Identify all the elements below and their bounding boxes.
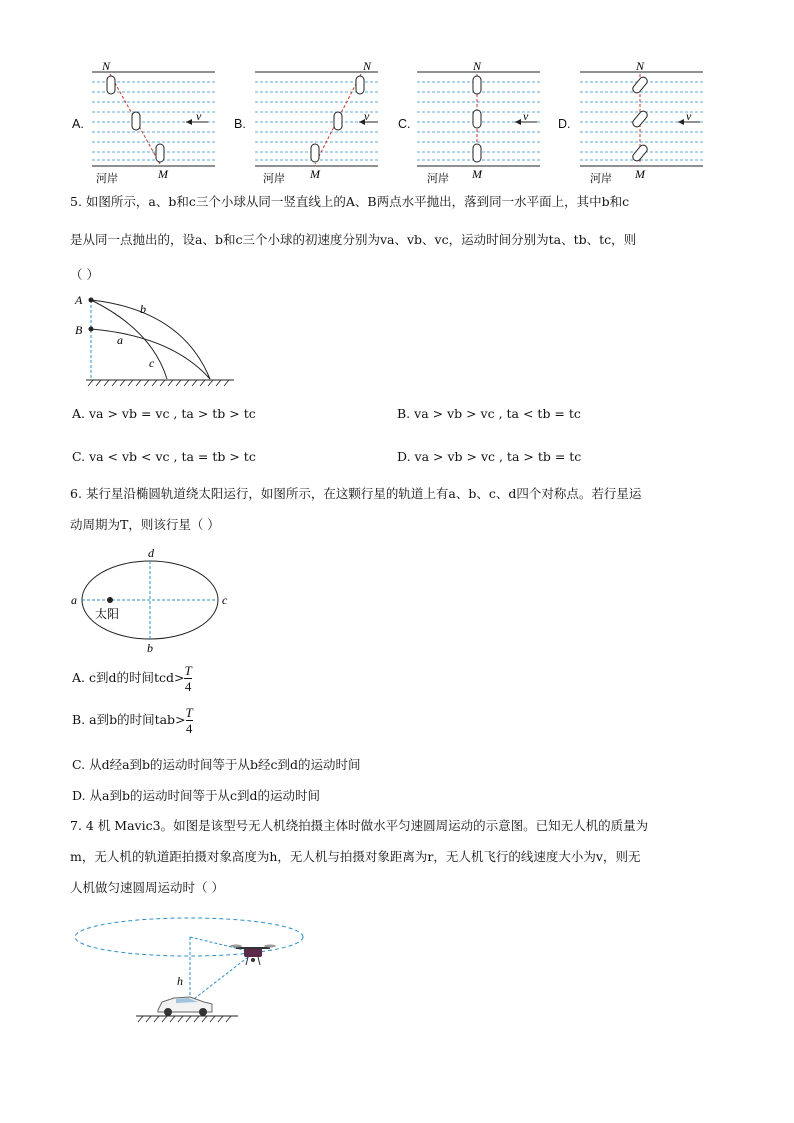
label-n: N (363, 59, 372, 73)
label-B: B (75, 323, 83, 337)
q5-stem-line-1: 5. 如图所示，a、b和c三个小球从同一竖直线上的A、B两点水平抛出，落到同一水平面上，其中b和c (70, 194, 630, 209)
label-b: b (140, 302, 146, 316)
label-A: A (75, 293, 83, 307)
q7-drone-figure (72, 912, 312, 1027)
river-figure-a (90, 60, 220, 190)
label-b: b (147, 641, 153, 655)
option-a-label: A. (72, 117, 84, 131)
q5-option-b[interactable]: B. va > vb > vc , ta < tb = tc (397, 406, 581, 421)
river-figure-d (578, 60, 708, 190)
q6-option-a[interactable] (72, 664, 192, 693)
label-c: c (222, 593, 228, 607)
option-b-label: B. (234, 117, 246, 131)
label-bank: 河岸 (590, 172, 612, 185)
fraction-t-over-4: $\frac{T}{4}$ (185, 705, 193, 736)
label-v: v (686, 109, 692, 123)
q5-projectile-figure (72, 290, 242, 390)
label-d: d (148, 546, 154, 560)
q7-stem-line-3: 人机做匀速圆周运动时（ ） (70, 880, 224, 895)
q5-option-d[interactable]: D. va > vb > vc , ta > tb = tc (397, 449, 582, 464)
label-bank: 河岸 (96, 172, 118, 185)
label-v: v (196, 109, 202, 123)
drone-icon (230, 945, 276, 966)
label-n: N (636, 59, 645, 73)
label-m: M (635, 167, 645, 181)
q6-stem-line-1: 6. 某行星沿椭圆轨道绕太阳运行，如图所示，在这颗行星的轨道上有a、b、c、d四个对称点。若行星运 (70, 486, 642, 501)
label-sun: 太阳 (95, 607, 120, 621)
q6-option-b[interactable] (72, 706, 193, 735)
q5-stem-line-2: 是从同一点抛出的，设a、b和c三个小球的初速度分别为va、vb、vc，运动时间分别为ta、tb、tc，则 (70, 232, 637, 247)
option-c-label: C. (398, 117, 411, 131)
q5-option-a[interactable]: A. va > vb = vc , ta > tb > tc (72, 406, 256, 421)
label-h: h (177, 974, 183, 988)
q6-option-d[interactable]: D. 从a到b的运动时间等于从c到d的运动时间 (72, 788, 320, 803)
q6-orbit-figure (68, 545, 238, 660)
q5-stem-line-3: （ ） (70, 267, 99, 282)
label-n: N (102, 59, 111, 73)
label-n: N (473, 59, 482, 73)
label-bank: 河岸 (263, 172, 285, 185)
label-a: a (117, 333, 123, 347)
q7-stem-line-2: m，无人机的轨道距拍摄对象高度为h，无人机与拍摄对象距离为r，无人机飞行的线速度大小为v，则无 (70, 849, 641, 864)
sun-dot (107, 597, 113, 603)
label-m: M (310, 167, 320, 181)
car-icon (158, 997, 212, 1016)
fraction-t-over-4: $\frac{T}{4}$ (184, 663, 192, 694)
label-m: M (158, 167, 168, 181)
label-v: v (364, 109, 370, 123)
q6-stem-line-2: 动周期为T，则该行星（ ） (70, 517, 220, 532)
river-figure-c (415, 60, 545, 190)
q6-option-c[interactable]: C. 从d经a到b的运动时间等于从b经c到d的运动时间 (72, 757, 361, 772)
label-a: a (71, 593, 77, 607)
river-figure-b (253, 60, 383, 190)
q7-stem-line-1: 7. 4 机 Mavic3。如图是该型号无人机绕拍摄主体时做水平匀速圆周运动的示意图。已知无人机的质量为 (70, 818, 649, 833)
label-bank: 河岸 (427, 172, 449, 185)
label-m: M (472, 167, 482, 181)
label-v: v (523, 109, 529, 123)
q6-option-a-text: A. c到d的时间tcd> (72, 670, 185, 685)
q5-option-c[interactable]: C. va < vb < vc , ta = tb > tc (72, 449, 256, 464)
q6-option-b-text: B. a到b的时间tab> (72, 712, 186, 727)
option-d-label: D. (558, 117, 571, 131)
label-c: c (149, 356, 155, 370)
